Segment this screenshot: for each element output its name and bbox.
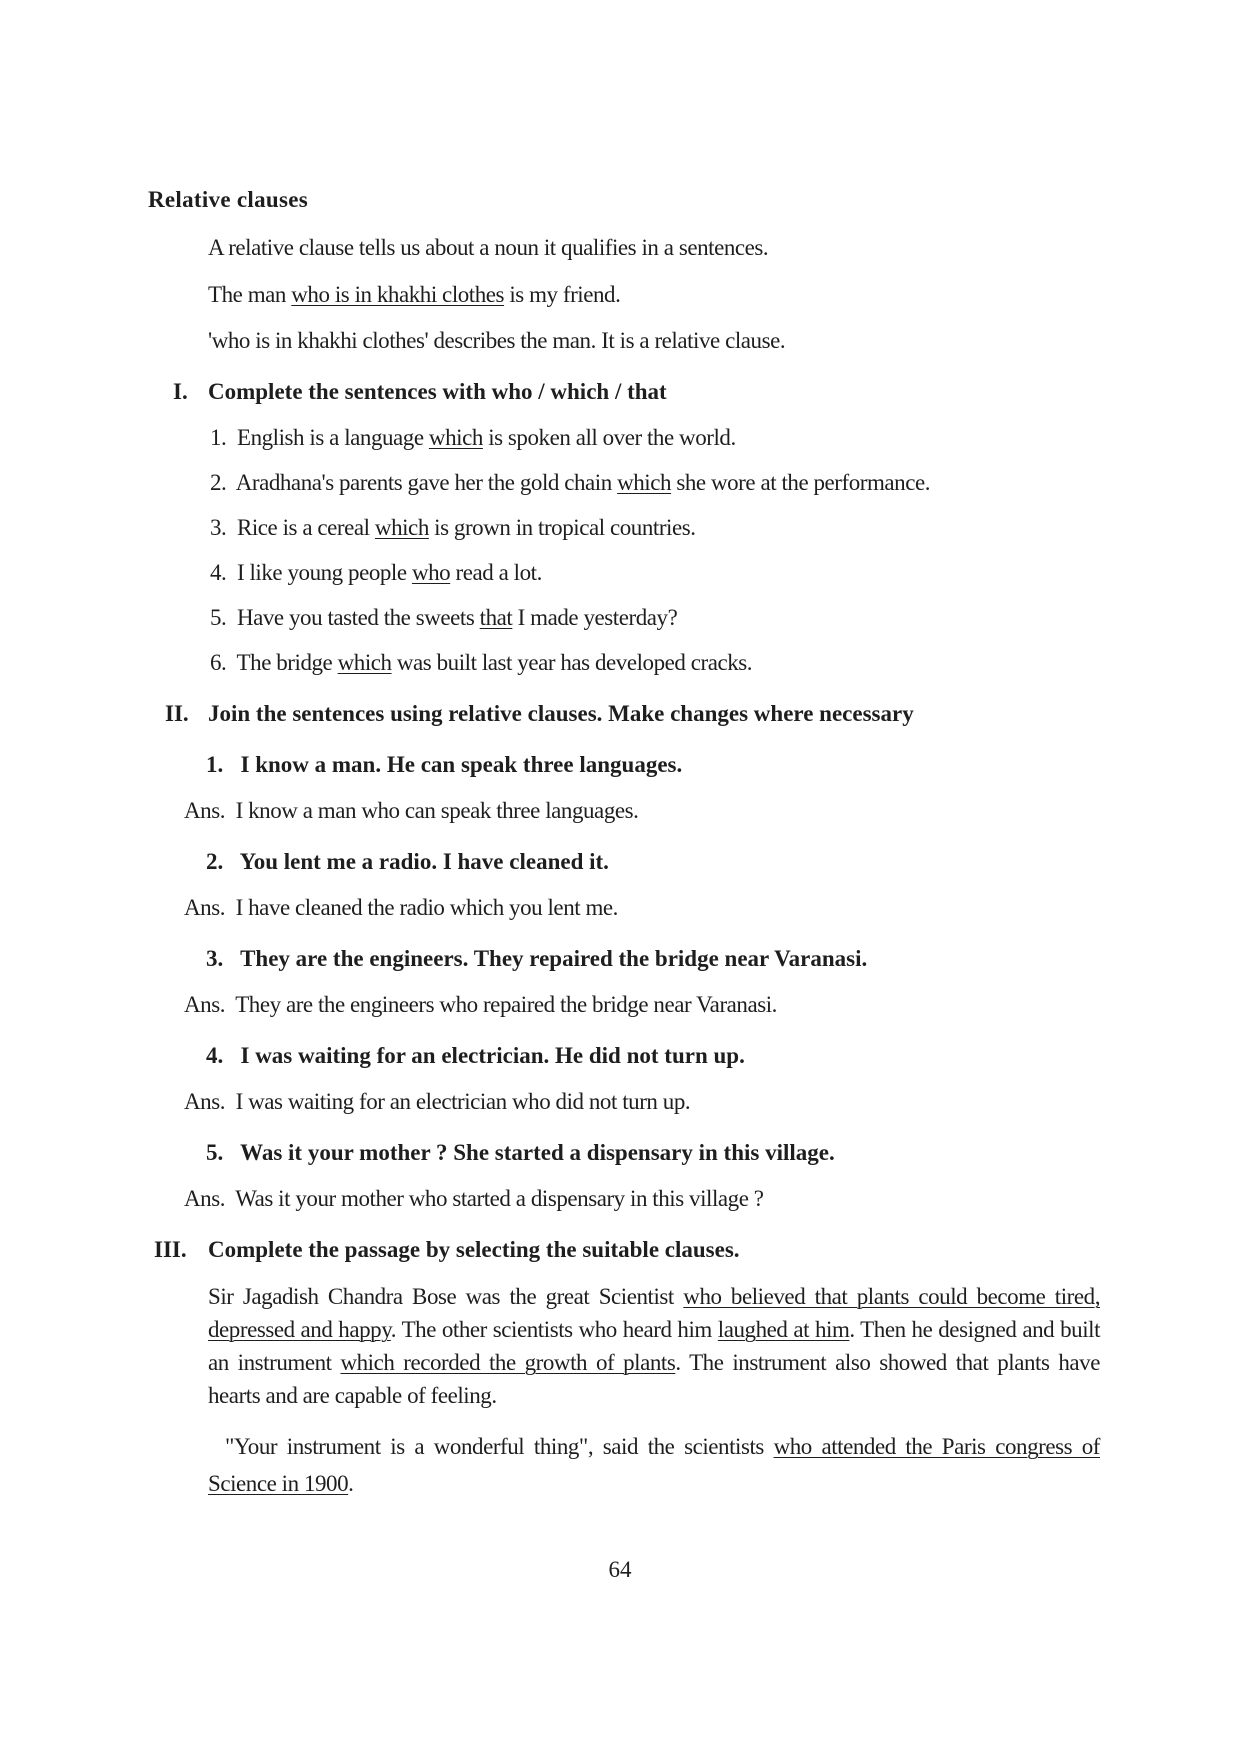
item-text: Aradhana's parents gave her the gold chain bbox=[235, 470, 618, 495]
answer-text: They are the engineers who repaired the bridge near Varanasi. bbox=[235, 992, 777, 1017]
section-1-numeral: I. bbox=[173, 379, 188, 404]
passage-text: Sir Jagadish Chandra Bose was the great Scientist bbox=[208, 1284, 684, 1309]
item-number: 6. bbox=[210, 650, 227, 675]
item-text-end: read a lot. bbox=[450, 560, 542, 585]
page-heading: Relative clauses bbox=[148, 187, 309, 212]
list-item bbox=[210, 558, 542, 588]
question bbox=[206, 1138, 835, 1168]
list-item bbox=[210, 603, 677, 633]
answer-text: Was it your mother who started a dispensary in this village ? bbox=[235, 1186, 764, 1211]
item-number: 3. bbox=[210, 515, 227, 540]
passage-answer: who attended the Paris congress of Science in 1900 bbox=[208, 1434, 1100, 1496]
passage-text: . The other scientists who heard him bbox=[390, 1317, 718, 1342]
item-text: The bridge bbox=[236, 650, 338, 675]
item-text: I like young people bbox=[236, 560, 412, 585]
question-number: 2. bbox=[206, 849, 224, 874]
item-answer: that bbox=[479, 605, 513, 630]
list-item bbox=[210, 513, 696, 543]
passage-answer: who believed that plants could become tired, depressed and happy bbox=[208, 1284, 1100, 1342]
question-text: You lent me a radio. I have cleaned it. bbox=[239, 849, 609, 874]
item-answer: who bbox=[411, 560, 451, 585]
answer-text: I was waiting for an electrician who did not turn up. bbox=[235, 1089, 691, 1114]
section-1-title: Complete the sentences with who / which / that bbox=[208, 379, 667, 404]
question-number: 1. bbox=[206, 752, 224, 777]
example-text-end: is my friend. bbox=[504, 282, 621, 307]
question-text: I know a man. He can speak three languages. bbox=[240, 752, 683, 777]
question bbox=[206, 750, 682, 780]
answer bbox=[184, 990, 777, 1020]
list-item bbox=[210, 648, 752, 678]
item-number: 4. bbox=[210, 560, 227, 585]
answer-label: Ans. bbox=[184, 1089, 226, 1114]
item-text: Have you tasted the sweets bbox=[236, 605, 480, 630]
question bbox=[206, 847, 609, 877]
item-text-end: is spoken all over the world. bbox=[482, 425, 736, 450]
example-text: The man bbox=[208, 282, 292, 307]
page-number: 64 bbox=[608, 1557, 632, 1582]
item-text-end: is grown in tropical countries. bbox=[428, 515, 696, 540]
item-number: 5. bbox=[210, 605, 227, 630]
answer-label: Ans. bbox=[184, 798, 226, 823]
answer bbox=[184, 1184, 764, 1214]
question bbox=[206, 1041, 745, 1071]
item-text: English is a language bbox=[236, 425, 429, 450]
answer-label: Ans. bbox=[184, 1186, 226, 1211]
passage-paragraph-1 bbox=[208, 1280, 1100, 1412]
section-2-title: Join the sentences using relative clauses. Make changes where necessary bbox=[208, 701, 914, 726]
item-answer: which bbox=[428, 425, 483, 450]
item-text-end: I made yesterday? bbox=[512, 605, 678, 630]
item-answer: which bbox=[617, 470, 672, 495]
item-text-end: was built last year has developed cracks. bbox=[391, 650, 753, 675]
passage-text: . Then he designed and built an instrument bbox=[208, 1317, 1101, 1375]
item-answer: which bbox=[374, 515, 429, 540]
passage-text: . The instrument also showed that plants have hearts and are capable of feeling. bbox=[208, 1350, 1100, 1408]
intro-example bbox=[208, 280, 620, 310]
question-number: 5. bbox=[206, 1140, 224, 1165]
passage-answer: which recorded the growth of plants bbox=[340, 1350, 676, 1375]
answer-label: Ans. bbox=[184, 895, 226, 920]
section-2-numeral: II. bbox=[165, 701, 189, 726]
answer bbox=[184, 1087, 690, 1117]
question-text: They are the engineers. They repaired the bridge near Varanasi. bbox=[240, 946, 868, 971]
passage-text: "Your instrument is a wonderful thing", said the scientists bbox=[225, 1434, 774, 1459]
section-3-title: Complete the passage by selecting the suitable clauses. bbox=[208, 1237, 740, 1262]
item-text-end: she wore at the performance. bbox=[671, 470, 931, 495]
answer-text: I know a man who can speak three languages. bbox=[235, 798, 639, 823]
list-item bbox=[210, 468, 930, 498]
section-3-numeral: III. bbox=[154, 1237, 187, 1262]
list-item bbox=[210, 423, 736, 453]
intro-definition: A relative clause tells us about a noun it qualifies in a sentences. bbox=[208, 235, 769, 260]
question-number: 3. bbox=[206, 946, 224, 971]
answer-label: Ans. bbox=[184, 992, 226, 1017]
passage-text: . bbox=[348, 1471, 354, 1496]
answer-text: I have cleaned the radio which you lent me. bbox=[235, 895, 618, 920]
example-underlined-clause: who is in khakhi clothes bbox=[291, 282, 505, 307]
question bbox=[206, 944, 867, 974]
item-number: 1. bbox=[210, 425, 227, 450]
intro-explanation: 'who is in khakhi clothes' describes the man. It is a relative clause. bbox=[208, 328, 786, 353]
answer bbox=[184, 796, 638, 826]
item-text: Rice is a cereal bbox=[236, 515, 375, 540]
question-number: 4. bbox=[206, 1043, 224, 1068]
passage-answer: laughed at him bbox=[717, 1317, 850, 1342]
question-text: I was waiting for an electrician. He did not turn up. bbox=[240, 1043, 745, 1068]
question-text: Was it your mother ? She started a dispensary in this village. bbox=[240, 1140, 835, 1165]
answer bbox=[184, 893, 618, 923]
item-number: 2. bbox=[210, 470, 227, 495]
passage-paragraph-2 bbox=[208, 1428, 1100, 1502]
item-answer: which bbox=[337, 650, 392, 675]
